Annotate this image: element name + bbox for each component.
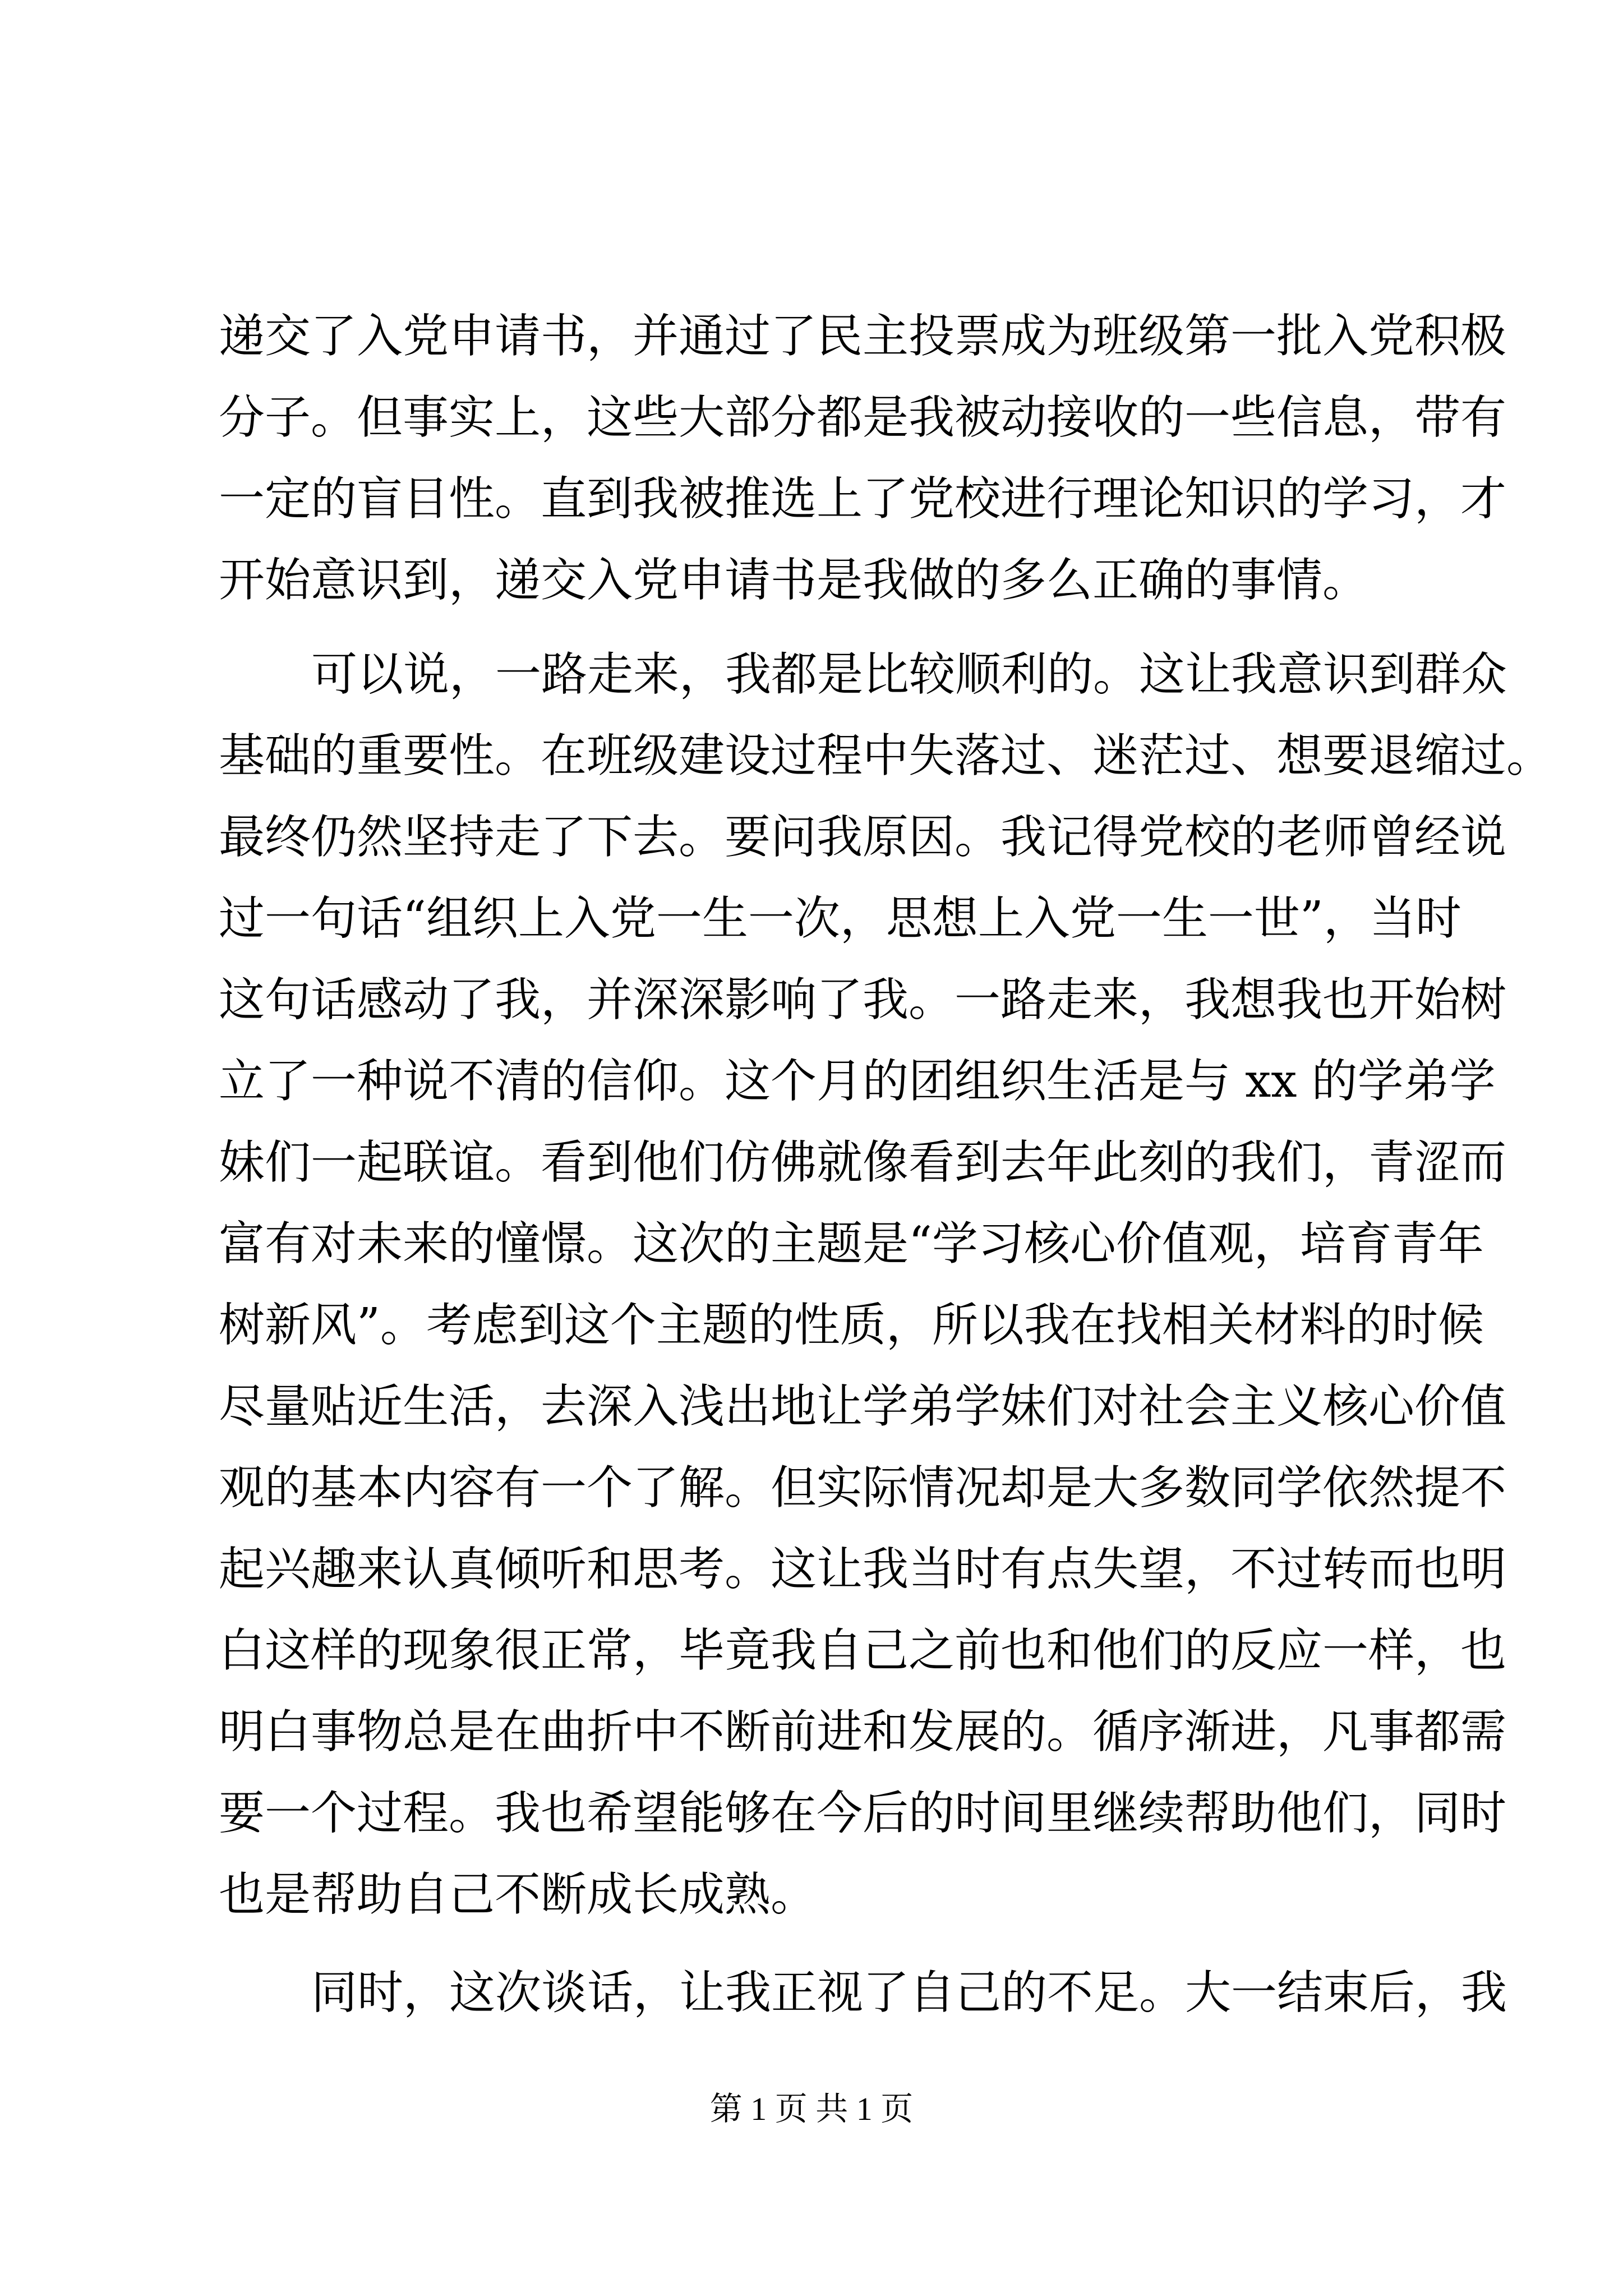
text-line: 富有对未来的憧憬。这次的主题是“学习核心价值观，培育青年 (219, 1217, 1484, 1271)
text-line: 递交了入党申请书，并通过了民主投票成为班级第一批入党积极 (219, 310, 1507, 363)
text-line: 树新风”。考虑到这个主题的性质，所以我在找相关材料的时候 (219, 1299, 1484, 1352)
paragraph-first-line: 可以说，一路走来，我都是比较顺利的。这让我意识到群众 (311, 648, 1507, 701)
text-line: 妹们一起联谊。看到他们仿佛就像看到去年此刻的我们，青涩而 (219, 1136, 1507, 1189)
page-number-footer: 第 1 页 共 1 页 (709, 2091, 914, 2127)
text-line: 也是帮助自己不断成长成熟。 (219, 1868, 817, 1921)
text-line: 要一个过程。我也希望能够在今后的时间里继续帮助他们，同时 (219, 1787, 1507, 1840)
paragraph-first-line: 同时，这次谈话，让我正视了自己的不足。大一结束后，我 (311, 1966, 1507, 2019)
text-line: 基础的重要性。在班级建设过程中失落过、迷茫过、想要退缩过。 (219, 729, 1553, 783)
text-line: 过一句话“组织上入党一生一次，思想上入党一生一世”，当时 (219, 892, 1461, 945)
text-line: 起兴趣来认真倾听和思考。这让我当时有点失望，不过转而也明 (219, 1543, 1507, 1596)
text-line: 这句话感动了我，并深深影响了我。一路走来，我想我也开始树 (219, 973, 1507, 1027)
text-line: 白这样的现象很正常，毕竟我自己之前也和他们的反应一样，也 (219, 1624, 1507, 1677)
text-line: 立了一种说不清的信仰。这个月的团组织生活是与 xx 的学弟学 (219, 1055, 1496, 1108)
text-line: 一定的盲目性。直到我被推选上了党校进行理论知识的学习，才 (219, 472, 1507, 526)
text-line: 尽量贴近生活，去深入浅出地让学弟学妹们对社会主义核心价值 (219, 1380, 1507, 1433)
text-line: 最终仍然坚持走了下去。要问我原因。我记得党校的老师曾经说 (219, 811, 1507, 864)
text-line: 明白事物总是在曲折中不断前进和发展的。循序渐进，凡事都需 (219, 1705, 1507, 1759)
text-line: 观的基本内容有一个了解。但实际情况却是大多数同学依然提不 (219, 1461, 1507, 1515)
text-line: 分子。但事实上，这些大部分都是我被动接收的一些信息，带有 (219, 391, 1507, 444)
text-line: 开始意识到，递交入党申请书是我做的多么正确的事情。 (219, 554, 1369, 607)
